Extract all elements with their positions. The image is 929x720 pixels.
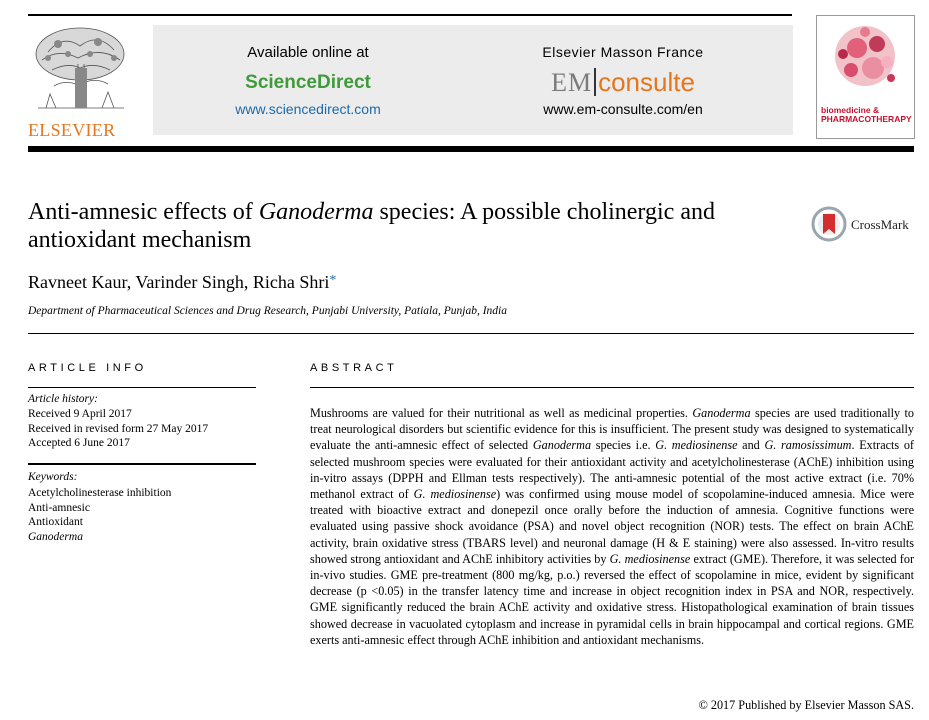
history-accepted: Accepted 6 June 2017	[28, 437, 130, 450]
abstract-segment: and	[737, 438, 765, 453]
availability-banner	[153, 25, 793, 135]
abstract-rule	[310, 387, 914, 388]
keyword-item: Ganoderma	[28, 530, 83, 543]
abstract-italic: Ganoderma	[692, 406, 751, 420]
author-list	[28, 272, 336, 293]
em-consulte-link[interactable]: www.em-consulte.com/en	[543, 101, 703, 117]
keywords-label: Keywords:	[28, 471, 78, 483]
abstract-italic: G. mediosinense	[609, 551, 691, 566]
abstract-italic: G. ramosissimum	[764, 438, 852, 453]
keyword-item: Antioxidant	[28, 516, 83, 529]
title-part1: Anti-amnesic effects of	[28, 199, 259, 225]
title-italic: Ganoderma	[258, 199, 374, 225]
crossmark-icon	[811, 206, 847, 242]
abstract-italic: G. mediosinense	[655, 438, 738, 453]
journal-cover-art-icon	[817, 16, 914, 104]
sciencedirect-link[interactable]: www.sciencedirect.com	[235, 101, 381, 117]
em-logo-consulte: consulte	[598, 67, 695, 97]
abstract-segment: species are used traditionally to treat neurological disorders but scientific evidence for this is insufficient. The present study was designed to systematically evaluate the anti-amnesic effect of selected	[310, 406, 914, 453]
keywords-rule	[28, 463, 256, 465]
keywords-list	[28, 486, 171, 544]
em-logo-em: EM	[551, 68, 593, 97]
top-rule	[28, 14, 792, 16]
crossmark-button[interactable]	[811, 206, 915, 246]
copyright-notice: © 2017 Published by Elsevier Masson SAS.	[698, 698, 914, 712]
keyword-item: Acetylcholinesterase inhibition	[28, 487, 172, 499]
keyword-item: Anti-amnesic	[28, 501, 90, 514]
em-logo-divider	[594, 68, 596, 96]
journal-cover-title: biomedicine & PHARMACOTHERAPY	[821, 105, 912, 124]
abstract-italic: G. mediosinense	[413, 487, 497, 502]
abstract-segment: ) was confirmed using mouse model of scopolamine-induced amnesia. Mice were treated with bioactive extract and donepezil once orally before the induction of amnesia. Cognitive functions were evaluated using passive shock avoidance (PSA) and novel object recognition (NOR) tests. The effect on brain AChE activity, brain oxidative stress (TBARS level) and neuronal damage (H & E staining) were also assessed. In-vitro results showed strong antioxidant and AChE inhibitory activities by	[310, 487, 915, 566]
abstract-segment: . Extracts of selected mushroom species were evaluated for their antioxidant activity and acetylcholinesterase (AChE) inhibition using in-vitro assays (DPPH and Ellman tests respectively). The anti-amnesic potential of the most active extract (i.e. 70% methanol extract of	[310, 438, 914, 502]
abstract-heading: ABSTRACT	[310, 362, 398, 374]
article-info-rule	[28, 387, 256, 388]
affiliation: Department of Pharmaceutical Sciences and Drug Research, Punjabi University, Patiala, Punjab, India	[28, 305, 507, 317]
section-divider	[28, 333, 914, 334]
em-publisher-text: Elsevier Masson France	[542, 44, 704, 60]
article-title	[28, 198, 808, 254]
abstract-segment: extract (GME). Therefore, it was selected for in-vivo studies. GME pre-treatment (800 mg/kg, p.o.) reversed the effect of scopolamine in mice, evident by significant decrease (p <0.05) in the transfer latency time and increase in object recognition index in PSA and NOR, respectively. GME significantly reduced the brain AChE activity and oxidative stress. Histopathological examination of brain tissues showed decrease in vacuolated cytoplasm and increase in pyramidal cells in brain hippocampal and cortical regions. GME exerts anti-amnesic effect through AChE inhibition and antioxidant mechanisms.	[310, 551, 915, 647]
history-received: Received 9 April 2017	[28, 408, 132, 420]
article-info-heading: ARTICLE INFO	[28, 362, 147, 374]
abstract-body	[310, 405, 914, 648]
abstract-segment: Mushrooms are valued for their nutritional as well as medicinal properties.	[310, 406, 693, 420]
sciencedirect-logo[interactable]: ScienceDirect	[245, 72, 371, 93]
elsevier-logo[interactable]	[28, 24, 132, 140]
article-history-list	[28, 407, 208, 451]
crossmark-label: CrossMark	[851, 217, 909, 232]
corresponding-author-marker[interactable]: *	[329, 273, 337, 288]
authors-text: Ravneet Kaur, Varinder Singh, Richa Shri	[28, 272, 330, 292]
title-part2: species: A possible cholinergic and antioxidant mechanism	[28, 199, 715, 253]
em-consulte-logo[interactable]	[523, 67, 723, 101]
journal-cover[interactable]	[816, 15, 915, 139]
abstract-segment: species i.e.	[591, 438, 656, 453]
available-online-text: Available online at	[247, 44, 369, 61]
elsevier-wordmark: ELSEVIER	[28, 120, 116, 140]
article-history-label: Article history:	[28, 393, 98, 405]
history-revised: Received in revised form 27 May 2017	[28, 422, 209, 435]
abstract-italic: Ganoderma	[532, 438, 592, 453]
elsevier-tree-icon	[28, 24, 132, 118]
header-divider	[28, 146, 914, 152]
